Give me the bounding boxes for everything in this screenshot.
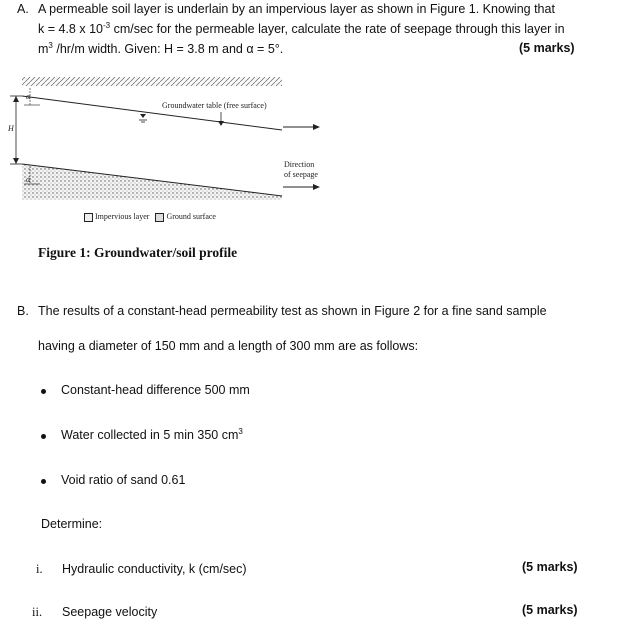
legend-impervious: Impervious layer <box>95 212 150 221</box>
water-table-symbol <box>140 114 146 118</box>
ground-surface-swatch <box>155 213 164 222</box>
question-b-line-1: The results of a constant-head permeability test as shown in Figure 2 for a fine sand sample <box>38 304 547 318</box>
determine-heading: Determine: <box>41 517 103 531</box>
bullet-1 <box>41 389 46 394</box>
question-a-line-2: k = 4.8 x $10^{-3}$ cm/sec for the permeable layer, calculate the rate of seepage through this layer in <box>38 21 565 36</box>
bullet-2 <box>41 434 46 439</box>
impervious-layer-swatch <box>84 213 93 222</box>
figure-1-legend <box>84 212 216 222</box>
figure-1-caption: Figure 1: Groundwater/soil profile <box>38 245 238 260</box>
item-i-text: Hydraulic conductivity, k (cm/sec) <box>62 562 247 576</box>
bullet-item-1: Constant-head difference 500 mm <box>61 383 250 397</box>
item-ii-number: ii. <box>32 605 43 619</box>
question-a-label: A. <box>17 2 29 16</box>
soil-profile-diagram <box>0 72 340 232</box>
question-b-line-2: having a diameter of 150 mm and a length of 300 mm are as follows: <box>38 339 419 353</box>
bullet-item-3: Void ratio of sand 0.61 <box>61 473 186 487</box>
direction-label-1: Direction <box>284 160 315 169</box>
question-a-line-3: $m^3$ /hr/m width. Given: H = 3.8 m and α = 5°. <box>38 41 284 56</box>
item-i-marks: (5 marks) <box>522 560 578 574</box>
figure-1 <box>0 72 340 232</box>
legend-ground: Ground surface <box>166 212 216 221</box>
alpha-top: α <box>26 92 31 101</box>
item-ii-text: Seepage velocity <box>62 605 158 619</box>
item-ii-marks: (5 marks) <box>522 603 578 617</box>
question-a-line-1: A permeable soil layer is underlain by an impervious layer as shown in Figure 1. Knowing that <box>38 2 555 16</box>
bullet-3 <box>41 479 46 484</box>
bullet-item-2: Water collected in 5 min 350 $cm^3$ <box>61 427 243 442</box>
question-b-label: B. <box>17 304 29 318</box>
direction-label-2: of seepage <box>284 170 318 179</box>
ground-surface-band <box>22 77 282 86</box>
item-i-number: i. <box>36 562 43 576</box>
alpha-bottom: α <box>26 175 31 184</box>
groundwater-table-label: Groundwater table (free surface) <box>162 101 267 110</box>
h-label: H <box>8 124 14 133</box>
question-a-marks: (5 marks) <box>519 41 575 55</box>
impervious-layer-band <box>22 164 282 200</box>
